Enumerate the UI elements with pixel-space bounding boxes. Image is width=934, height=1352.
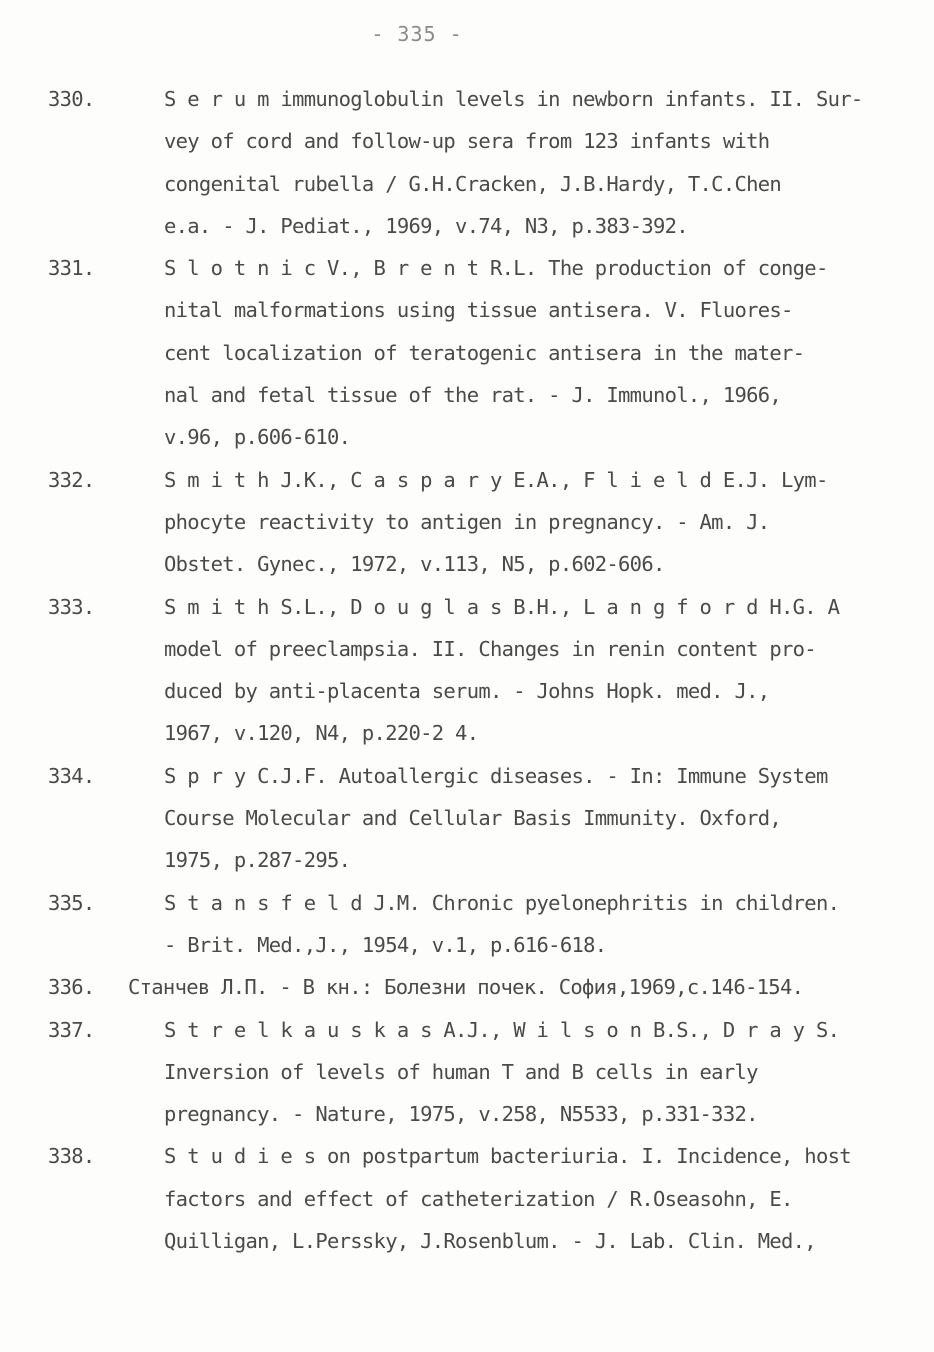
reference-line: S m i t h J.K., C a s p a r y E.A., F l i e l d E.J. Lym- — [164, 467, 828, 492]
reference-entry — [48, 882, 894, 967]
reference-line: Inversion of levels of human T and B cells in early — [164, 1059, 758, 1084]
reference-entry — [48, 586, 894, 755]
reference-number: 337. — [48, 1017, 95, 1042]
reference-entry — [48, 78, 894, 247]
reference-number: 334. — [48, 763, 95, 788]
reference-line: S t a n s f e l d J.M. Chronic pyelonephritis in children. — [164, 890, 840, 915]
reference-list — [48, 78, 894, 1262]
reference-number: 333. — [48, 594, 95, 619]
reference-line: congenital rubella / G.H.Cracken, J.B.Hardy, T.C.Chen — [164, 171, 782, 196]
reference-line: vey of cord and follow-up sera from 123 infants with — [164, 129, 770, 154]
reference-line: 1967, v.120, N4, p.220-2 4. — [164, 721, 479, 746]
reference-line: nal and fetal tissue of the rat. - J. Immunol., 1966, — [164, 383, 782, 408]
reference-entry — [48, 966, 894, 1008]
reference-line: - Brit. Med.,J., 1954, v.1, p.616-618. — [164, 932, 607, 957]
reference-number: 330. — [48, 87, 95, 111]
reference-entry — [48, 459, 894, 586]
reference-line: Станчев Л.П. - В кн.: Болезни почек. София,1969,с.146-154. — [128, 975, 804, 1000]
reference-line: nital malformations using tissue antisera. V. Fluores- — [164, 298, 793, 323]
reference-line: S t r e l k a u s k a s A.J., W i l s o n B.S., D r a y S. — [164, 1017, 840, 1042]
reference-line: S p r y C.J.F. Autoallergic diseases. - In: Immune System — [164, 763, 828, 788]
reference-line: S m i t h S.L., D o u g l a s B.H., L a n g f o r d H.G. A — [164, 594, 840, 619]
reference-line: factors and effect of catheterization / R.Oseasohn, E. — [164, 1186, 793, 1211]
reference-line: duced by anti-placenta serum. - Johns Hopk. med. J., — [164, 679, 770, 704]
reference-line: 1975, p.287-295. — [164, 848, 351, 873]
reference-number: 332. — [48, 467, 95, 492]
reference-line: phocyte reactivity to antigen in pregnancy. - Am. J. — [164, 509, 770, 534]
reference-line: v.96, p.606-610. — [164, 425, 351, 450]
reference-line: Course Molecular and Cellular Basis Immunity. Oxford, — [164, 806, 782, 831]
reference-line: e.a. - J. Pediat., 1969, v.74, N3, p.383-392. — [164, 213, 688, 238]
reference-number: 335. — [48, 890, 95, 915]
reference-line: S e r u m immunoglobulin levels in newborn infants. II. Sur- — [164, 87, 863, 111]
reference-entry — [48, 1135, 894, 1262]
reference-line: Quilligan, L.Perssky, J.Rosenblum. - J. Lab. Clin. Med., — [164, 1229, 816, 1254]
reference-number: 338. — [48, 1144, 95, 1169]
reference-line: model of preeclampsia. II. Changes in renin content pro- — [164, 636, 816, 661]
reference-entry — [48, 1009, 894, 1136]
reference-line: S l o t n i c V., B r e n t R.L. The production of conge- — [164, 256, 828, 281]
reference-line: Obstet. Gynec., 1972, v.113, N5, p.602-606. — [164, 552, 665, 577]
reference-entry — [48, 755, 894, 882]
reference-number: 336. — [48, 975, 95, 1000]
reference-line: cent localization of teratogenic antisera in the mater- — [164, 340, 805, 365]
reference-line: S t u d i e s on postpartum bacteriuria. I. Incidence, host — [164, 1144, 851, 1169]
reference-line: pregnancy. - Nature, 1975, v.258, N5533, p.331-332. — [164, 1102, 758, 1127]
reference-entry — [48, 247, 894, 458]
page-number: - 335 - — [371, 22, 463, 46]
reference-number: 331. — [48, 256, 95, 281]
